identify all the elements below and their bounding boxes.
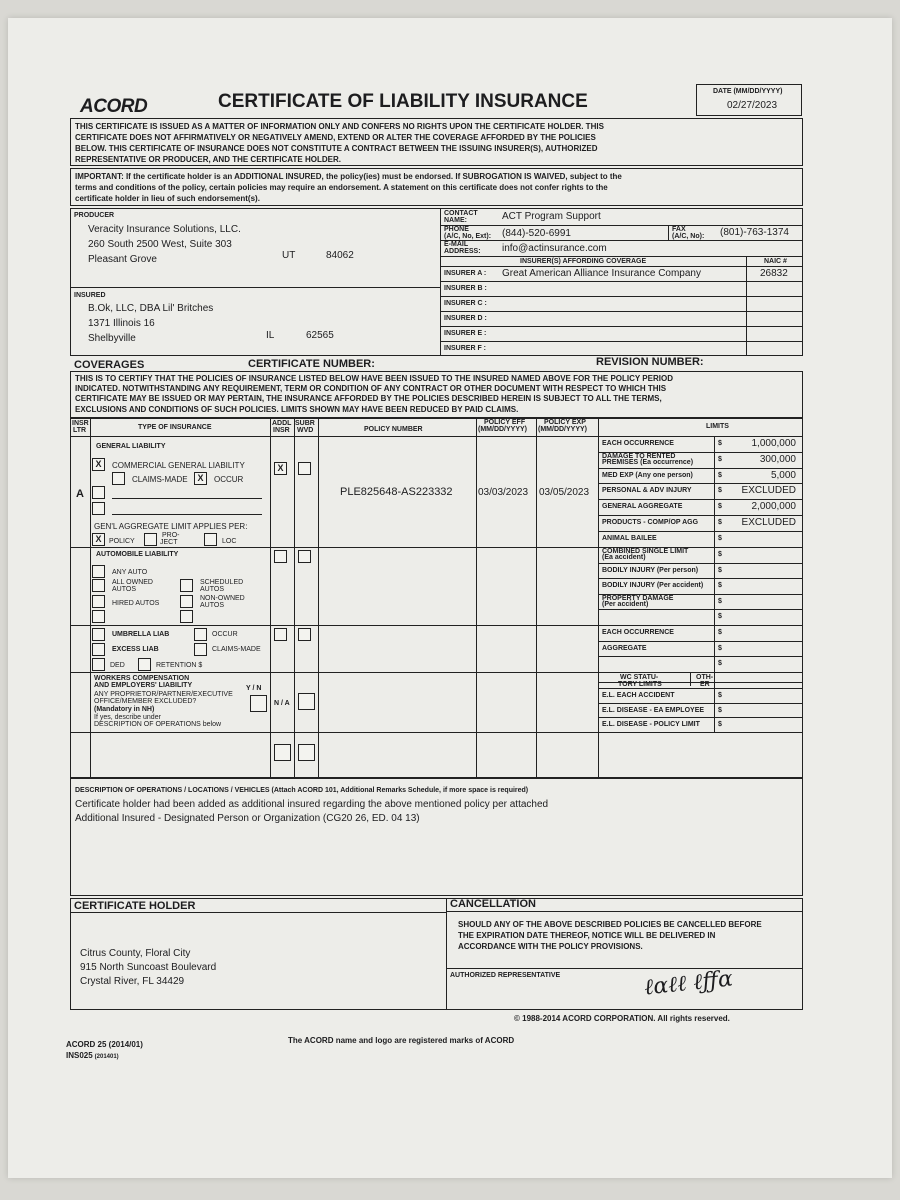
type-of-insurance-header: TYPE OF INSURANCE	[138, 424, 212, 431]
aggregate-applies-label: GEN'L AGGREGATE LIMIT APPLIES PER:	[94, 522, 248, 531]
cancellation-text-3: ACCORDANCE WITH THE POLICY PROVISIONS.	[458, 942, 643, 951]
copyright: © 1988-2014 ACORD CORPORATION. All rights reserved.	[514, 1014, 730, 1023]
auto-limit-0-label: COMBINED SINGLE LIMIT	[602, 548, 689, 555]
auto-limit-4-dollar: $	[718, 613, 722, 621]
gl-limit-2-label: MED EXP (Any one person)	[602, 471, 693, 479]
insured-zip: 62565	[306, 330, 334, 341]
description-box	[70, 778, 803, 896]
gl-limit-3-value: EXCLUDED	[741, 485, 796, 497]
gl-blank-checkbox-2[interactable]	[92, 502, 105, 515]
acord-logo: ACORD	[80, 96, 148, 117]
phone-number: (844)-520-6991	[502, 228, 571, 239]
insurer-row-0-naic: 26832	[760, 268, 788, 279]
workers-subr-wvd-checkbox[interactable]	[298, 693, 315, 710]
retention-checkbox[interactable]	[138, 658, 151, 671]
workers-na-label: N / A	[274, 700, 290, 707]
auto-blank-checkbox-2[interactable]	[180, 610, 193, 623]
any-auto-checkbox[interactable]	[92, 565, 105, 578]
coverages-text-box: THIS IS TO CERTIFY THAT THE POLICIES OF INSURANCE LISTED BELOW HAVE BEEN ISSUED TO THE INSURED NAMED ABOVE FOR THE POLICY PERIOD INDICATED. NOTWITHSTANDING ANY REQUIREMENT, TERM OR CONDITION OF ANY CONTRACT OR OTHER DOCUMENT WITH RESPECT TO WHICH THIS CERTIFICATE MAY BE ISSUED OR MAY PERTAIN, THE INSURANCE AFFORDED BY THE POLICIES DESCRIBED HEREIN IS SUBJECT TO ALL THE TERMS, EXCLUSIONS AND CONDITIONS OF SUCH POLICIES. LIMITS SHOWN MAY HAVE BEEN REDUCED BY PAID CLAIMS.	[70, 371, 803, 418]
gl-limit-4-value: 2,000,000	[751, 501, 796, 513]
project-option-label: JECT	[160, 539, 178, 546]
project-checkbox[interactable]	[144, 533, 157, 546]
gl-addl-insr-checkbox[interactable]: X	[274, 462, 287, 475]
umbrella-limit-1-label: AGGREGATE	[602, 644, 647, 652]
cgl-checkbox[interactable]: X	[92, 458, 105, 471]
authorized-rep-label: AUTHORIZED REPRESENTATIVE	[450, 972, 561, 979]
workers-limit-2-dollar: $	[718, 721, 722, 729]
form-code: INS025 (201401)	[66, 1051, 119, 1060]
naic-label: NAIC #	[764, 258, 787, 265]
insurer-row-3-label: INSURER D :	[444, 315, 487, 322]
umbrella-limit-1-dollar: $	[718, 644, 722, 652]
umbrella-label: UMBRELLA LIAB	[112, 631, 170, 638]
notice-line-1: THIS CERTIFICATE IS ISSUED AS A MATTER OF INFORMATION ONLY AND CONFERS NO RIGHTS UPON THE CERTIFICATE HOLDER. THIS	[75, 122, 604, 131]
contact-name-label: CONTACT	[444, 210, 478, 217]
notice-line-4: REPRESENTATIVE OR PRODUCER, AND THE CERTIFICATE HOLDER.	[75, 155, 341, 164]
policy-option-label: POLICY	[109, 538, 135, 545]
umbrella-occur-label: OCCUR	[212, 631, 238, 638]
notice-line-3: BELOW. THIS CERTIFICATE OF INSURANCE DOES NOT CONSTITUTE A CONTRACT BETWEEN THE ISSUING INSURER(S), AUTHORIZED	[75, 144, 598, 153]
umbrella-subr-wvd-checkbox[interactable]	[298, 628, 311, 641]
description-line-2: Additional Insured - Designated Person or Organization (CG20 26, ED. 04 13)	[75, 813, 420, 824]
gl-limit-0-value: 1,000,000	[751, 438, 796, 449]
certificate-page: ACORD CERTIFICATE OF LIABILITY INSURANCE DATE (MM/DD/YYYY) 02/27/2023 THIS CERTIFICATE IS ISSUED AS A MATTER OF INFORMATION ONLY AND CONFERS NO RIGHTS UPON THE CERTIFICATE HOLDER. THIS CERTIFICATE DOES NOT AFFIRMATIVELY OR NEGATIVELY AMEND, EXTEND OR ALTER THE COVERAGE AFFORDED BY THE POLICIES BELOW. THIS CERTIFICATE OF INSURANCE DOES NOT CONSTITUTE A CONTRACT BETWEEN THE ISSUING INSURER(S), AUTHORIZED REPRESENTATIVE OR PRODUCER, AND THE CERTIFICATE HOLDER. IMPORTANT: If the certificate holder is an ADDITIONAL INSURED, the policy(ies) must be endorsed. If SUBROGATION IS WAIVED, subject to the terms and conditions of the policy, certain policies may require an endorsement. A statement on this certificate does not confer rights to the certificate holder in lieu of such endorsement(s). PRODUCER Veracity Insurance Solutions, LLC. 260 South 2500 West, Suite 303 Pleasant Grove UT 84062 INSURED B.Ok, LLC, DBA Lil' Britches 1371 Illinois 16 Shelbyville IL 62565 CONTACT NAME: ACT Program Support PHONE (A/C, No, Ext): (844)-520-6991 FAX (A/C, No): (801)-763-1374 E-MAIL ADDRESS: info@actinsurance.com INSURER(S) AFFORDING COVERAGE NAIC # INSURER A : Great American Alliance Insurance Company 26832 INSURER B : INSURER C : INSURER D : INSURER E : INSURER F : COVERAGES CERTIFICATE NUMBER: REVISION NUMBER: THIS IS TO CERTIFY THAT THE POLICIES OF INSURANCE LISTED BELOW HAVE BEEN ISSUED TO THE INSURED NAMED ABOVE FOR THE POLICY PERIOD INDICATED. NOTWITHSTANDING ANY REQUIREMENT, TERM OR CONDITION OF ANY CONTRACT OR OTHER DOCUMENT WITH RESPECT TO WHICH THIS CERTIFICATE MAY BE ISSUED OR MAY PERTAIN, THE INSURANCE AFFORDED BY THE POLICIES DESCRIBED HEREIN IS SUBJECT TO ALL THE TERMS, EXCLUSIONS AND CONDITIONS OF SUCH POLICIES. LIMITS SHOWN MAY HAVE BEEN REDUCED BY PAID CLAIMS. INSR LTR TYPE OF INSURANCE ADDL INSR SUBR WVD POLICY NUMBER POLICY EFF (MM/DD/YYYY) POLICY EXP (MM/DD/YYYY) LIMITS GENERAL LIABILITY X COMMERCIAL GENERAL LIABILITY CLAIMS-MADE X OCCUR A GEN'L AGGREGATE LIMIT APPLIES PER: X POLICY PRO- JECT LOC X PLE825648-AS223332 03/03/2023 03/05/2023 EACH OCCURRENCE $ 1,000,000 DAMAGE TO RENTED PREMISES (Ea occurrence) $ 300,000 MED EXP (Any one person) $ 5,000 PERSONAL & ADV INJURY $ EXCLUDED GENERAL AGGREGATE $ 2,000,000 PRODUCTS - COMP/OP AGG $ EXCLUDED ANIMAL BAILEE $ AUTOMOBILE LIABILITY ANY AUTO ALL OWNED AUTOS SCHEDULED AUTOS HIRED AUTOS NON-OWNED AUTOS COMBINED SINGLE LIMIT (Ea accident) $ BODILY INJURY (Per person) $ BODILY INJURY (Per accident) $ PROPERTY DAMAGE (Per accident) $ $ UMBRELLA LIAB OCCUR EXCESS LIAB CLAIMS-MADE DED RETENTION $ EACH OCCURRENCE $ AGGREGATE $ $ WORKERS COMPENSATION AND EMPLOYERS' LIABILITY Y / N ANY PROPRIETOR/PARTNER/EXECUTIVE OFFICE/MEMBER EXCLUDED? (Mandatory in NH) If yes, describe under DESCRIPTION OF OPERATIONS below N / A WC STATU- TORY LIMITS OTH- ER E.L. EACH ACCIDENT $ E.L. DISEASE - EA EMPLOYEE $ E.L. DISEASE - POLICY LIMIT $ DESCRIPTION OF OPERATIONS / LOCATIONS / VEHICLES (Attach ACORD 101, Additional Remarks Schedule, if more space is required) Certificate holder had been added as additional insured regarding the above mentioned policy per attached Additional Insured - Designated Person or Organization (CG20 26, ED. 04 13) CERTIFICATE HOLDER Citrus County, Floral City 915 North Suncoast Boulevard Crystal River, FL 34429 CANCELLATION SHOULD ANY OF THE ABOVE DESCRIBED POLICIES BE CANCELLED BEFORE THE EXPIRATION DATE THEREOF, NOTICE WILL BE DELIVERED IN ACCORDANCE WITH THE POLICY PROVISIONS. AUTHORIZED REPRESENTATIVE ℓαℓℓ ℓƒƒα © 1988-2014 ACORD CORPORATION. All rights reserved. ACORD 25 (2014/01) INS025 (201401) The ACORD name and logo are registered marks of ACORD	[8, 18, 892, 1178]
cgl-label: COMMERCIAL GENERAL LIABILITY	[112, 461, 245, 470]
occur-label: OCCUR	[214, 475, 244, 484]
gl-limit-1-label: DAMAGE TO RENTED	[602, 452, 676, 460]
policy-checkbox[interactable]: X	[92, 533, 105, 546]
insured-label: INSURED	[74, 292, 106, 299]
notice-line-2: CERTIFICATE DOES NOT AFFIRMATIVELY OR NEGATIVELY AMEND, EXTEND OR ALTER THE COVERAGE AFFORDED BY THE POLICIES	[75, 133, 596, 142]
ded-label: DED	[110, 662, 125, 669]
date-value: 02/27/2023	[727, 100, 778, 111]
umbrella-limit-0-dollar: $	[718, 629, 722, 636]
gl-limit-1-value: 300,000	[759, 453, 796, 465]
gl-limit-1-dollar: $	[718, 455, 722, 463]
email-label: E-MAIL	[444, 241, 469, 248]
important-line-3: certificate holder in lieu of such endorsement(s).	[75, 194, 260, 203]
insurer-row-5-label: INSURER F :	[444, 345, 486, 352]
date-box	[696, 84, 802, 116]
loc-checkbox[interactable]	[204, 533, 217, 546]
policy-number-header: POLICY NUMBER	[364, 426, 423, 433]
wc-other-label: ER	[700, 681, 710, 688]
auto-title: AUTOMOBILE LIABILITY	[96, 551, 179, 558]
workers-limit-0-dollar: $	[718, 692, 722, 699]
gl-limit-2-dollar: $	[718, 471, 722, 479]
gl-limit-4-label: GENERAL AGGREGATE	[602, 503, 683, 511]
gl-policy-eff: 03/03/2023	[478, 487, 529, 498]
phone-label: PHONE	[444, 226, 469, 233]
insured-address: 1371 Illinois 16	[88, 318, 155, 329]
auto-limit-1-dollar: $	[718, 566, 722, 574]
auto-limit-2-dollar: $	[718, 582, 722, 590]
occur-checkbox[interactable]: X	[194, 472, 207, 485]
auto-limit-0-dollar: $	[718, 551, 722, 558]
gl-insurer-letter: A	[76, 488, 84, 500]
cancellation-text-2: THE EXPIRATION DATE THEREOF, NOTICE WILL BE DELIVERED IN	[458, 931, 716, 940]
date-label: DATE (MM/DD/YYYY)	[713, 88, 783, 95]
auto-limit-2-label: BODILY INJURY (Per accident)	[602, 582, 704, 590]
producer-zip: 84062	[326, 250, 354, 261]
ded-checkbox[interactable]	[92, 658, 105, 671]
umbrella-addl-insr-checkbox[interactable]	[274, 628, 287, 641]
cancellation-text-1: SHOULD ANY OF THE ABOVE DESCRIBED POLICIES BE CANCELLED BEFORE	[458, 920, 762, 929]
important-box	[70, 168, 803, 206]
umbrella-claims-made-label: CLAIMS-MADE	[212, 646, 261, 653]
gl-blank-checkbox-1[interactable]	[92, 486, 105, 499]
cancellation-label: CANCELLATION	[450, 898, 536, 910]
gl-title: GENERAL LIABILITY	[96, 443, 166, 450]
wc-statutory-label: TORY LIMITS	[618, 681, 662, 688]
gl-limit-0-dollar: $	[718, 440, 722, 447]
gl-limit-6-label: ANIMAL BAILEE	[602, 534, 657, 542]
gl-limit-3-dollar: $	[718, 487, 722, 495]
umbrella-limit-0-label: EACH OCCURRENCE	[602, 629, 674, 636]
limits-header: LIMITS	[706, 423, 729, 430]
auto-blank-checkbox-1[interactable]	[92, 610, 105, 623]
gl-limit-6-dollar: $	[718, 534, 722, 542]
producer-address: 260 South 2500 West, Suite 303	[88, 239, 232, 250]
insurer-row-0-name: Great American Alliance Insurance Company	[502, 268, 701, 279]
non-owned-checkbox[interactable]	[180, 595, 193, 608]
insurers-header: INSURER(S) AFFORDING COVERAGE	[520, 258, 647, 265]
yn-label: Y / N	[246, 685, 262, 692]
auto-limit-3-dollar: $	[718, 597, 722, 605]
auto-addl-insr-checkbox[interactable]	[274, 550, 287, 563]
gl-policy-number: PLE825648-AS223332	[340, 486, 453, 498]
producer-state: UT	[282, 250, 296, 261]
gl-limit-5-dollar: $	[718, 519, 722, 526]
scheduled-checkbox[interactable]	[180, 579, 193, 592]
holder-city: Crystal River, FL 34429	[80, 976, 185, 987]
insurer-row-2-label: INSURER C :	[444, 300, 487, 307]
fax-label: FAX	[672, 226, 686, 233]
hired-autos-label: HIRED AUTOS	[112, 600, 160, 607]
description-label: DESCRIPTION OF OPERATIONS / LOCATIONS / VEHICLES (Attach ACORD 101, Additional Remarks Schedule, if more space is required)	[75, 787, 529, 794]
form-number: ACORD 25 (2014/01)	[66, 1040, 143, 1049]
gl-limit-0-label: EACH OCCURRENCE	[602, 440, 674, 447]
revision-number-label: REVISION NUMBER:	[596, 356, 704, 368]
excluded-yn-checkbox[interactable]	[250, 695, 267, 712]
excess-label: EXCESS LIAB	[112, 646, 159, 653]
workers-limit-0-label: E.L. EACH ACCIDENT	[602, 692, 675, 699]
holder-address: 915 North Suncoast Boulevard	[80, 962, 217, 973]
gl-policy-exp: 03/05/2023	[539, 487, 590, 498]
description-line-1: Certificate holder had been added as additional insured regarding the above mentioned policy per attached	[75, 799, 549, 810]
holder-label: CERTIFICATE HOLDER	[74, 900, 196, 912]
insured-city: Shelbyville	[88, 333, 136, 344]
important-line-2: terms and conditions of the policy, certain policies may require an endorsement. A statement on this certificate does not confer rights to the	[75, 183, 608, 192]
loc-option-label: LOC	[222, 538, 237, 545]
workers-limit-1-dollar: $	[718, 706, 722, 714]
umbrella-claims-made-checkbox[interactable]	[194, 643, 207, 656]
umbrella-limit-2-dollar: $	[718, 660, 722, 668]
authorized-signature: ℓαℓℓ ℓƒƒα	[642, 966, 735, 1001]
hired-autos-checkbox[interactable]	[92, 595, 105, 608]
scheduled-label: AUTOS	[200, 586, 224, 593]
insured-state: IL	[266, 330, 275, 341]
gl-subr-wvd-checkbox[interactable]	[298, 462, 311, 475]
coverages-label: COVERAGES	[74, 359, 145, 371]
producer-label: PRODUCER	[74, 212, 115, 219]
workers-limit-1-label: E.L. DISEASE - EA EMPLOYEE	[602, 706, 705, 714]
insured-name: B.Ok, LLC, DBA Lil' Britches	[88, 303, 214, 314]
auto-limit-1-label: BODILY INJURY (Per person)	[602, 566, 699, 574]
insurer-row-0-label: INSURER A :	[444, 270, 487, 277]
fax-number: (801)-763-1374	[720, 227, 789, 238]
notice-box	[70, 118, 803, 166]
claims-made-checkbox[interactable]	[112, 472, 125, 485]
producer-name: Veracity Insurance Solutions, LLC.	[88, 224, 241, 235]
non-owned-label: AUTOS	[200, 602, 224, 609]
retention-label: RETENTION $	[156, 662, 203, 669]
gl-limit-5-value: EXCLUDED	[741, 517, 796, 528]
gl-limit-4-dollar: $	[718, 503, 722, 511]
auto-limit-3-label: PROPERTY DAMAGE	[602, 594, 674, 602]
umbrella-checkbox[interactable]	[92, 628, 105, 641]
gl-limit-3-label: PERSONAL & ADV INJURY	[602, 487, 692, 495]
any-auto-label: ANY AUTO	[112, 569, 148, 576]
excess-checkbox[interactable]	[92, 643, 105, 656]
registered-marks: The ACORD name and logo are registered marks of ACORD	[288, 1036, 515, 1045]
workers-comp-title: WORKERS COMPENSATION	[94, 675, 190, 682]
contact-name: ACT Program Support	[502, 211, 601, 222]
claims-made-label: CLAIMS-MADE	[132, 475, 188, 484]
email-address: info@actinsurance.com	[502, 243, 607, 254]
all-owned-checkbox[interactable]	[92, 579, 105, 592]
blank-row-subr-checkbox[interactable]	[298, 744, 315, 761]
producer-city: Pleasant Grove	[88, 254, 157, 265]
certificate-number-label: CERTIFICATE NUMBER:	[248, 358, 375, 370]
insurer-row-1-label: INSURER B :	[444, 285, 487, 292]
insurer-row-4-label: INSURER E :	[444, 330, 487, 337]
workers-limit-2-label: E.L. DISEASE - POLICY LIMIT	[602, 721, 700, 729]
gl-limit-2-value: 5,000	[770, 469, 796, 481]
holder-name: Citrus County, Floral City	[80, 948, 191, 959]
all-owned-label: AUTOS	[112, 586, 136, 593]
blank-row-addl-checkbox[interactable]	[274, 744, 291, 761]
umbrella-occur-checkbox[interactable]	[194, 628, 207, 641]
auto-subr-wvd-checkbox[interactable]	[298, 550, 311, 563]
gl-limit-5-label: PRODUCTS - COMP/OP AGG	[602, 519, 699, 526]
document-title: CERTIFICATE OF LIABILITY INSURANCE	[218, 91, 588, 112]
important-line-1: IMPORTANT: If the certificate holder is an ADDITIONAL INSURED, the policy(ies) must be endorsed. If SUBROGATION IS WAIVED, subject to the	[75, 172, 622, 181]
